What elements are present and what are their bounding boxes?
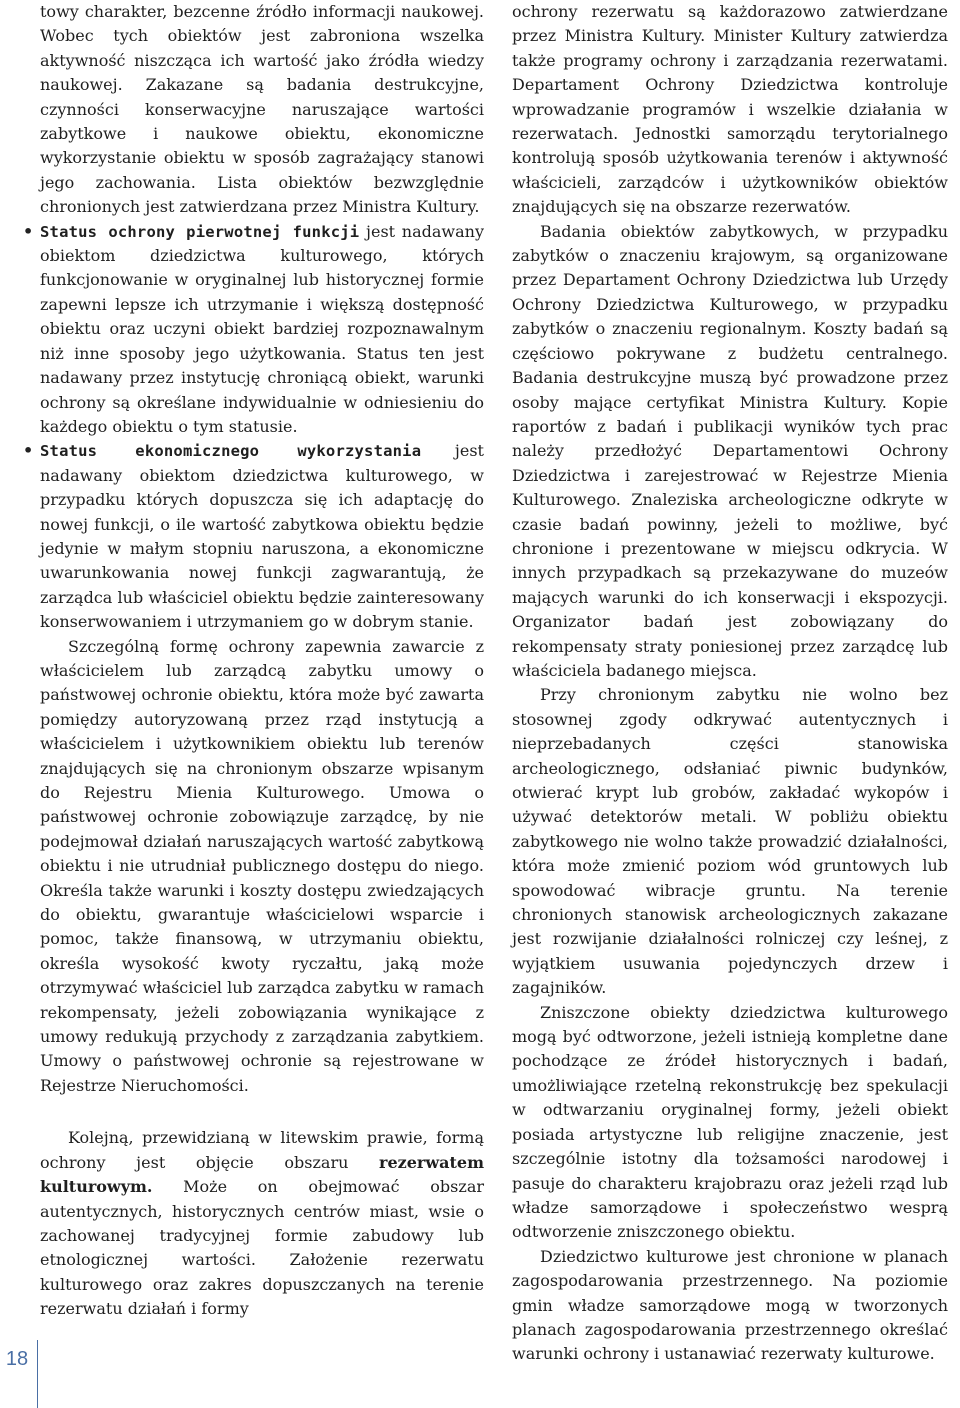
bullet-term: Status ekonomicznego wykorzystania xyxy=(40,442,422,461)
right-column xyxy=(512,0,948,1367)
status-list xyxy=(40,220,484,635)
paragraph-gap xyxy=(40,1098,484,1126)
state-protection-paragraph: Szczególną formę ochrony zapewnia zawarcie z właścicielem lub zarządcą zabytku umowy o państwowej ochronie obiektu, która może być zawarta pomiędzy autoryzowaną przez rząd instytucją a właścicielem i użytkownikiem obiektu lub terenów znajdujących się na chronionym obszarze wpisanym do Rejestru Mienia Kulturowego. Umowa o państwowej ochronie zobowiązuje zarządcę, by nie podejmował działań naruszających wartość zabytkową obiektu i nie utrudniał publicznego dostępu do niego. Określa także warunki i koszty dostępu zwiedzających do obiektu, gwarantuje właścicielowi wsparcie i pomoc, także finansową, w utrzymaniu obiektu, określa wysokość kwoty ryczałtu, jaką może otrzymywać właściciel lub zarządca zabytku w ramach rekompensaty, jeżeli zobowiązania wynikające z umowy redukują przychody z zarządzania zabytkiem. Umowy o państwowej ochronie są rejestrowane w Rejestrze Nieruchomości. xyxy=(40,636,485,1095)
page-number: 18 xyxy=(5,1348,29,1370)
page-number-rule xyxy=(37,1340,38,1408)
reconstruction-paragraph: Zniszczone obiekty dziedzictwa kulturowego mogą być odtworzone, jeżeli istnieją kompletne dane pochodzące ze źródeł historycznych i badań, umożliwiające rzetelną rekonstrukcję bez spekulacji w odtwarzaniu oryginalnej formy, jeżeli obiekt posiada artystyczne lub religijne znaczenie, jest szczególnie istotny dla tożsamości narodowej i pasuje do charakteru krajobrazu oraz jeżeli rząd lub władze samorządowe i społeczeństwo wesprą odtworzenie zniszczonego obiektu. xyxy=(512,1002,948,1242)
left-column xyxy=(40,0,484,1322)
right-continuation-paragraph: ochrony rezerwatu są każdorazowo zatwierdzane przez Ministra Kultury. Minister Kultury zatwierdza także programy ochrony i zarządzania rezerwatami. Departament Ochrony Dziedzictwa kontroluje wprowadzanie programów i wszelkie działania w rezerwatach. Jednostki samorządu terytorialnego kontrolują sposób użytkowania terenów i aktywność właścicieli, zarządców i użytkowników obiektów znajdujących się na obszarze rezerwatów. xyxy=(512,2,948,217)
reserve-paragraph xyxy=(40,1126,484,1321)
archaeology-restrictions-paragraph: Przy chronionym zabytku nie wolno bez stosownej zgody odkrywać autentycznych i nieprzebadanych części stanowiska archeologicznego, odsłaniać piwnic budynków, otwierać krypt lub grobów, zakładać wykopów i używać detektorów metali. W pobliżu obiektu zabytkowego nie wolno także prowadzić działalności, która może zmienić poziom wód gruntowych lub spowodować wibracje gruntu. Na terenie chronionych stanowisk archeologicznych zakazane jest rozwijanie działalności rolniczej czy leśnej, z wyjątkiem usuwania pojedynczych drzew i zagajników. xyxy=(512,685,948,998)
status-list-item xyxy=(40,439,484,634)
research-paragraph: Badania obiektów zabytkowych, w przypadku zabytków o znaczeniu krajowym, są organizowane przez Departament Ochrony Dziedzictwa lub Urzędy Ochrony Dziedzictwa Kulturowego, w przypadku zabytków o znaczeniu regionalnym. Koszty badań są częściowo pokrywane z budżetu centralnego. Badania destrukcyjne muszą być prowadzone przez osoby mające certyfikat Ministra Kultury. Kopie raportów z badań i publikacji wyników tych prac należy przedłożyć Departamentowi Ochrony Dziedzictwa i zarejestrować w Rejestrze Mienia Kulturowego. Znaleziska archeologiczne odkryte w czasie badań powinny, jeżeli to możliwe, być chronione i prezentowane w miejscu odkrycia. W innych przypadkach są przekazywane do muzeów mających warunki do ich konserwacji i ekspozycji. Organizator badań jest zobowiązany do rekompensaty straty poniesionej przez zarządcę lub właściciela badanego miejsca. xyxy=(512,221,948,680)
reserve-paragraph-end: Może on obejmować obszar autentycznych, historycznych centrów miast, wsie o zachowanej tradycyjnej formie zabudowy lub etnologicznej wartości. Założenie rezerwatu kulturowego oraz zakres dopuszczanych na terenie rezerwatu działań i formy xyxy=(40,1177,484,1319)
spatial-planning-paragraph: Dziedzictwo kulturowe jest chronione w planach zagospodarowania przestrzennego. Na poziomie gmin władze samorządowe mogą w tworzonych planach zagospodarowania przestrzennego określać warunki ochrony i ustanawiać rezerwaty kulturowe. xyxy=(512,1246,948,1364)
bullet-term: Status ochrony pierwotnej funkcji xyxy=(40,222,360,241)
bullet-text: jest nadawany obiektom dziedzictwa kulturowego, w przypadku których dopuszcza się ich adaptację do nowej funkcji, o ile wartość zabytkowa obiektu będzie jedynie w małym stopniu naruszona, a ekonomiczne uwarunkowania nowej funkcji zagwarantują, że zarządca lub właściciel obiektu będzie zainteresowany konserwowaniem i utrzymaniem go w dobrym stanie. xyxy=(40,441,484,632)
reserve-term: rezerwatem kulturowym. xyxy=(40,1152,484,1197)
bullet-text: jest nadawany obiektom dziedzictwa kulturowego, których funkcjonowanie w oryginalnej lub historycznej formie zapewni lepsze ich utrzymanie i większą dostępność obiektu oraz uczyni obiekt bardziej rozpoznawalnym niż inne sposoby jego użytkowania. Status ten jest nadawany przez instytucję chroniącą obiekt, warunki ochrony są określane indywidualnie w odniesieniu do każdego obiektu o tym statusie. xyxy=(40,221,484,436)
left-continuation-paragraph: towy charakter, bezcenne źródło informacji naukowej. Wobec tych obiektów jest zabroniona wszelka aktywność niszcząca ich wartość jako źródła wiedzy naukowej. Zakazane są badania destrukcyjne, czynności konserwacyjne naruszające wartości zabytkowe i naukowe obiektu, ekonomiczne wykorzystanie obiektu w sposób zagrażający stanowi jego zachowania. Lista obiektów bezwzględnie chronionych jest zatwierdzana przez Ministra Kultury. xyxy=(40,2,484,217)
status-list-item xyxy=(40,220,484,440)
reserve-paragraph-start: Kolejną, przewidzianą w litewskim prawie, formą ochrony jest objęcie obszaru xyxy=(40,1128,484,1172)
